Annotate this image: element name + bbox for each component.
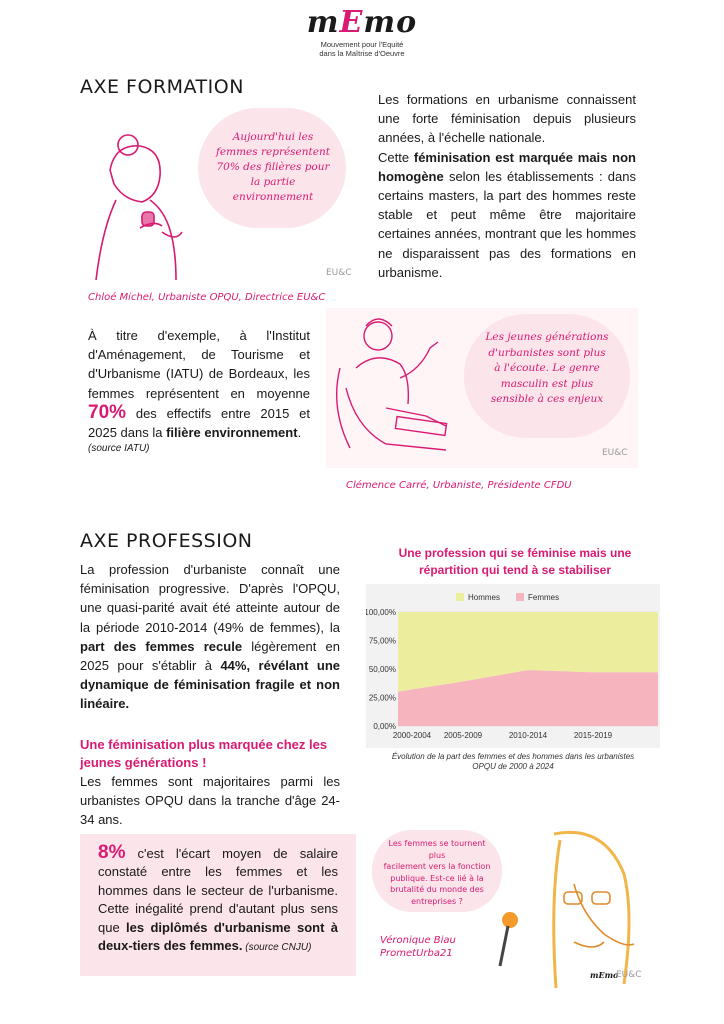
seated-woman-icon [326,308,466,468]
quote-1-signature: EU&C [326,268,352,278]
example-source: (source IATU) [88,443,150,455]
chart-title: Une profession qui se féminise mais une répartition qui tend à se stabiliser [398,546,632,577]
legend-swatch-hommes [456,593,464,601]
logo-wordmark: mEmo [306,5,418,40]
y-tick-label: 25,00% [368,693,396,703]
quote-2-signature: EU&C [602,448,628,458]
formation-intro-p2: Cette féminisation est marquée mais non homogène selon les établissements : dans certains masters, la part des hommes reste stable et peut même être majoritaire certaines années, montrant que les hommes ne disparaissent pas des formations en urbanisme. [378,149,636,280]
quote-illustration-3 [368,824,660,988]
quote-illustration-1 [80,100,352,288]
quote-3-author: Véronique Biau PrometUrba21 [380,935,456,959]
legend-swatch-femmes [516,593,524,601]
x-tick-label: 2005-2009 [443,731,483,740]
profession-paragraph-1: La profession d'urbaniste connaît une féminisation progressive. D'après l'OPQU, une quasi-parité avait été atteinte autour de la période 2010-2014 (49% de femmes), la part des femmes recule légèrement en 2025 pour s'établir à 44%, révélant une dynamique de féminisation fragile et non linéaire. [80,562,340,712]
mini-memo-logo: mEmo [590,970,619,980]
x-tick-label: 2000-2004 [392,731,432,740]
formation-example: À titre d'exemple, à l'Institut d'Aménagement, de Tourisme et d'Urbanisme (IATU) de Bordeaux, les femmes représentent en moyenne 70% des effectifs entre 2015 et 2025 dans la filière environnement. (source IATU) [88,328,310,455]
y-tick-label: 100,00% [366,608,396,617]
y-tick-label: 75,00% [368,636,396,646]
quote-illustration-2 [326,308,638,468]
woman-microphone-icon [494,824,660,988]
salary-stat-text: 8% c'est l'écart moyen de salaire constaté entre les femmes et les hommes dans le secteur de l'urbanisme. Cette inégalité prend d'autant plus sens que les diplômés d'urbanisme sont à deux-tiers des femmes. (source CNJU) [98,842,339,954]
stat-70-percent: 70% [88,401,127,423]
quote-2-caption: Clémence Carré, Urbaniste, Présidente CFDU [346,480,572,491]
y-tick-label: 0,00% [373,722,396,731]
legend-label-hommes: Hommes [468,593,501,602]
y-tick-label: 50,00% [368,665,396,674]
memo-logo [300,5,424,70]
chart-caption: Évolution de la part des femmes et des hommes dans les urbanistes OPQU de 2000 à 2024 [391,752,635,771]
logo-subtitle: Mouvement pour l'Equité dans la Maîtrise d'Oeuvre [319,40,405,58]
quote-1-text: Aujourd'hui les femmes représentent 70% des filières pour la partie environnement [216,131,330,203]
quote-2-text: Les jeunes générations d'urbanistes sont plus à l'écoute. Le genre masculin est plus sensible à ces enjeux [485,331,609,405]
legend-label-femmes: Femmes [528,593,560,602]
stat-8-percent: 8% [98,842,126,863]
x-tick-label: 2010-2014 [508,731,548,740]
profession-subheading: Une féminisation plus marquée chez les jeunes générations ! [80,737,328,770]
profession-paragraph-2: Les femmes sont majoritaires parmi les urbanistes OPQU dans la tranche d'âge 24-34 ans. [80,774,340,828]
quote-3-text: Les femmes se tournent plus facilement vers la fonction publique. Est-ce lié à la brutalité du monde des entreprises ? [383,839,491,906]
chart-container [366,584,660,748]
formation-intro-p1: Les formations en urbanisme connaissent une forte féminisation depuis plusieurs années, à l'échelle nationale. [378,92,636,146]
formation-intro [378,90,636,282]
section-title-formation: AXE FORMATION [80,76,244,98]
chart-legend [456,593,559,602]
area-chart [366,584,660,748]
quote-3-signature: EU&C [616,970,642,980]
quote-1-caption: Chloé Michel, Urbaniste OPQU, Directrice EU&C [88,292,326,303]
section-title-profession: AXE PROFESSION [80,530,253,552]
x-tick-label: 2015-2019 [573,731,613,740]
